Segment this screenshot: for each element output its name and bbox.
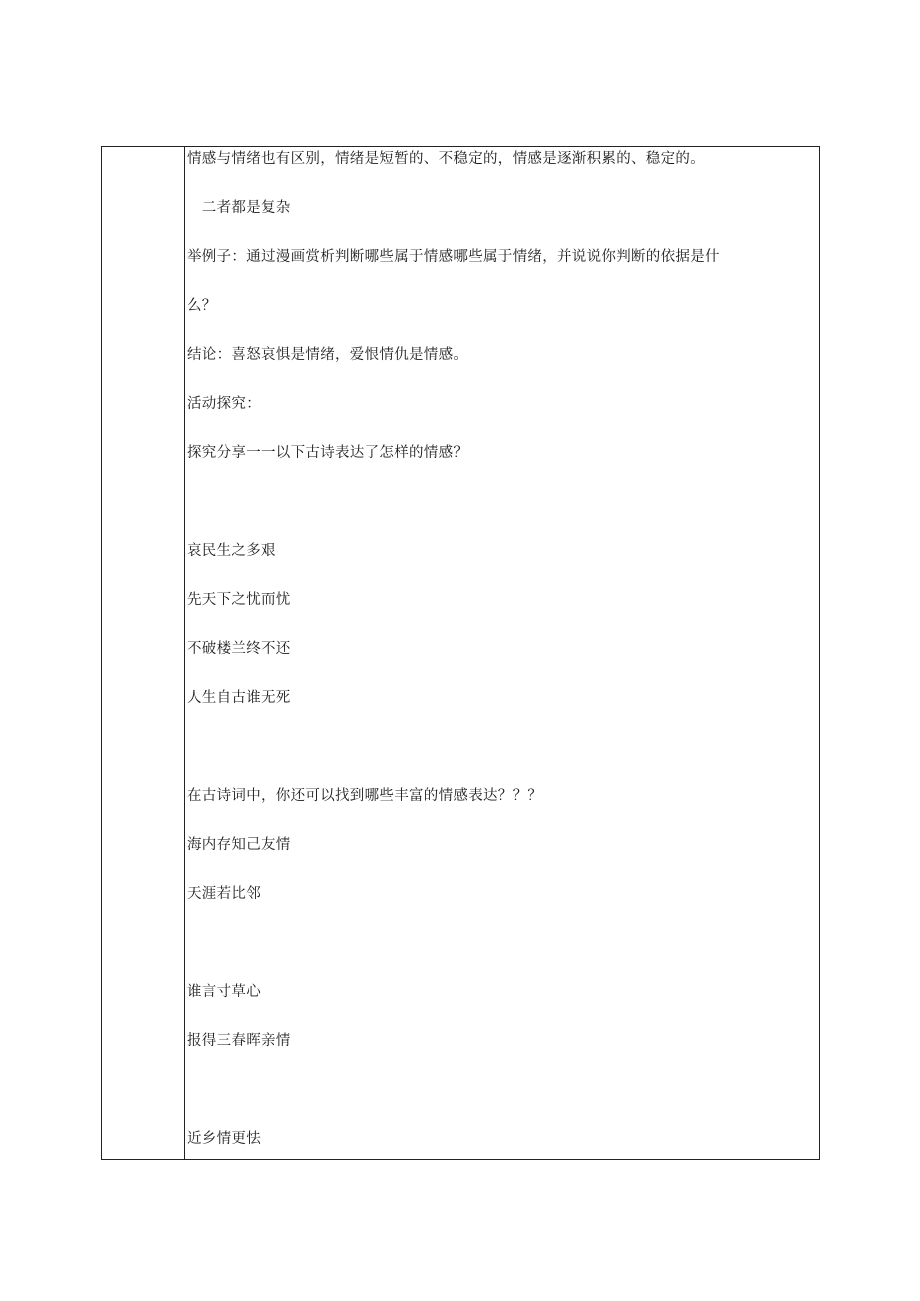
poem-line: 不破楼兰终不还: [187, 641, 291, 657]
lesson-table: [101, 146, 820, 1160]
text-line-distinction: 情感与情绪也有区别，情绪是短暂的、不稳定的，情感是逐渐积累的、稳定的。: [187, 151, 705, 167]
text-line-question: 在古诗词中，你还可以找到哪些丰富的情感表达？？？: [187, 788, 543, 804]
text-line-explore: 探究分享一一以下古诗表达了怎样的情感？: [187, 445, 469, 461]
text-line-example-end: 么？: [187, 298, 217, 314]
table-left-column: [102, 147, 185, 1159]
table-content-cell: [185, 147, 819, 1159]
text-line-complex: 二者都是复杂: [187, 200, 291, 216]
text-line-conclusion: 结论：喜怒哀惧是情绪，爱恨情仇是情感。: [187, 347, 469, 363]
poem-line: 天涯若比邻: [187, 886, 261, 902]
text-line-example: 举例子：通过漫画赏析判断哪些属于情感哪些属于情绪，并说说你判断的依据是什: [187, 249, 720, 265]
poem-line: 先天下之忧而忧: [187, 592, 291, 608]
poem-line: 哀民生之多艰: [187, 543, 276, 559]
poem-line: 海内存知己友情: [187, 837, 291, 853]
text-line-activity: 活动探究：: [187, 396, 261, 412]
poem-line: 报得三春晖亲情: [187, 1033, 291, 1049]
poem-line: 近乡情更怯: [187, 1131, 261, 1147]
poem-line: 人生自古谁无死: [187, 690, 291, 706]
poem-line: 谁言寸草心: [187, 984, 261, 1000]
